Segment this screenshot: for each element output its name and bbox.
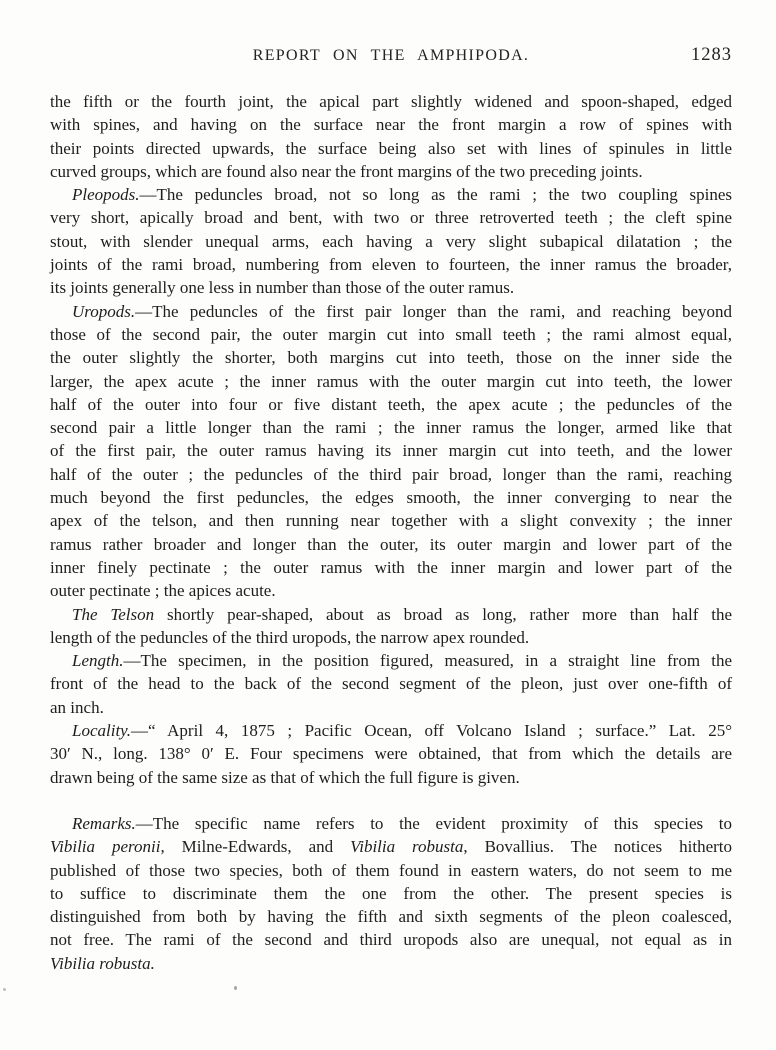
italic-text: Remarks. bbox=[72, 813, 136, 833]
italic-text: Locality. bbox=[72, 721, 132, 741]
body-text: half of the outer ; the peduncles of the third pair broad, longer than the rami, reaching bbox=[50, 464, 732, 484]
text-line bbox=[50, 672, 732, 695]
body-text: of the first pair, the outer ramus having its inner margin cut into teeth, and the lower bbox=[50, 441, 732, 461]
body-text: the outer slightly the shorter, both margins cut into teeth, those on the inner side the bbox=[50, 348, 732, 368]
body-text: distinguished from both by having the fifth and sixth segments of the pleon coalesced, bbox=[50, 907, 732, 927]
text-line bbox=[50, 137, 732, 160]
text-line bbox=[50, 603, 732, 626]
text-line bbox=[50, 649, 732, 672]
running-head bbox=[50, 47, 732, 65]
text-line bbox=[50, 323, 732, 346]
paragraph bbox=[50, 300, 732, 603]
italic-text: Pleopods. bbox=[72, 185, 140, 205]
text-line bbox=[50, 439, 732, 462]
italic-text: Vibilia robusta bbox=[350, 837, 464, 857]
body-text: length of the peduncles of the third uropods, the narrow apex rounded. bbox=[50, 627, 530, 647]
body-text: —The peduncles of the first pair longer than the rami, and reaching beyond bbox=[135, 301, 732, 321]
text-line bbox=[50, 90, 732, 113]
text-line bbox=[50, 719, 732, 742]
body-text: 30′ N., long. 138° 0′ E. Four specimens were obtained, that from which the details are bbox=[50, 744, 732, 764]
page-body bbox=[50, 90, 732, 975]
text-line bbox=[50, 113, 732, 136]
text-line bbox=[50, 835, 732, 858]
body-text: the fifth or the fourth joint, the apical part slightly widened and spoon-shaped, edged bbox=[50, 92, 732, 111]
body-text: much beyond the first peduncles, the edges smooth, the inner converging to near the bbox=[50, 488, 732, 508]
paragraph bbox=[50, 812, 732, 975]
body-text: its joints generally one less in number than those of the outer ramus. bbox=[50, 278, 515, 298]
paragraph bbox=[50, 603, 732, 650]
body-text: front of the head to the back of the second segment of the pleon, just over one-fifth of bbox=[50, 674, 732, 694]
text-line bbox=[50, 696, 732, 719]
text-line bbox=[50, 556, 732, 579]
text-line bbox=[50, 812, 732, 835]
text-line bbox=[50, 533, 732, 556]
text-line bbox=[50, 905, 732, 928]
text-line bbox=[50, 859, 732, 882]
body-text: outer pectinate ; the apices acute. bbox=[50, 581, 276, 601]
body-text: curved groups, which are found also near the front margins of the two preceding joints. bbox=[50, 161, 643, 181]
page-number: 1283 bbox=[691, 45, 732, 65]
text-line bbox=[50, 742, 732, 765]
body-text: published of those two species, both of them found in eastern waters, do not seem to me bbox=[50, 860, 732, 880]
text-line bbox=[50, 626, 732, 649]
body-text: to suffice to discriminate them the one from the other. The present species is bbox=[50, 883, 732, 903]
italic-text: The Telson bbox=[72, 604, 155, 624]
body-text: very short, apically broad and bent, with two or three retroverted teeth ; the cleft spine bbox=[50, 208, 732, 228]
text-line bbox=[50, 160, 732, 183]
body-text: stout, with slender unequal arms, each having a very slight subapical dilatation ; the bbox=[50, 231, 732, 251]
body-text: —The peduncles broad, not so long as the rami ; the two coupling spines bbox=[139, 185, 732, 205]
text-line bbox=[50, 183, 732, 206]
text-line bbox=[50, 463, 732, 486]
text-line bbox=[50, 300, 732, 323]
scan-speck bbox=[3, 988, 6, 991]
body-text: their points directed upwards, the surface being also set with lines of spinules in little bbox=[50, 138, 732, 158]
text-line bbox=[50, 486, 732, 509]
text-line bbox=[50, 416, 732, 439]
body-text: ramus rather broader and longer than the outer, its outer margin and lower part of the bbox=[50, 534, 732, 554]
text-line bbox=[50, 766, 732, 789]
text-line bbox=[50, 928, 732, 951]
body-text: —The specific name refers to the evident proximity of this species to bbox=[135, 813, 732, 833]
body-text: , Milne-Edwards, and bbox=[160, 837, 351, 857]
body-text: shortly pear-shaped, about as broad as long, rather more than half the bbox=[154, 604, 732, 624]
text-line bbox=[50, 346, 732, 369]
body-text: joints of the rami broad, numbering from eleven to fourteen, the inner ramus the broader, bbox=[50, 255, 732, 275]
text-line bbox=[50, 206, 732, 229]
italic-text: Vibilia peronii bbox=[50, 837, 161, 857]
paragraph bbox=[50, 649, 732, 719]
page-title: REPORT ON THE AMPHIPODA. bbox=[252, 47, 530, 64]
body-text: those of the second pair, the outer margin cut into small teeth ; the rami almost equal, bbox=[50, 324, 732, 344]
body-text: with spines, and having on the surface near the front margin a row of spines with bbox=[50, 115, 732, 135]
text-line bbox=[50, 370, 732, 393]
body-text: inner finely pectinate ; the outer ramus with the inner margin and lower part of the bbox=[50, 557, 732, 577]
text-line bbox=[50, 393, 732, 416]
body-text: half of the outer into four or five distant teeth, the apex acute ; the peduncles of the bbox=[50, 394, 732, 414]
body-text: second pair a little longer than the rami ; the inner ramus the longer, armed like that bbox=[50, 418, 732, 438]
body-text: larger, the apex acute ; the inner ramus with the outer margin cut into teeth, the lower bbox=[50, 371, 732, 391]
body-text: —“ April 4, 1875 ; Pacific Ocean, off Volcano Island ; surface.” Lat. 25° bbox=[131, 721, 732, 741]
text-line bbox=[50, 579, 732, 602]
paragraph bbox=[50, 183, 732, 299]
text-line bbox=[50, 882, 732, 905]
body-text: —The specimen, in the position figured, measured, in a straight line from the bbox=[123, 651, 732, 671]
text-line bbox=[50, 952, 732, 975]
italic-text: Uropods. bbox=[72, 301, 136, 321]
body-text: , Bovallius. The notices hitherto bbox=[463, 837, 732, 857]
body-text: an inch. bbox=[50, 697, 104, 717]
paragraph bbox=[50, 90, 732, 183]
text-line bbox=[50, 253, 732, 276]
body-text: drawn being of the same size as that of which the full figure is given. bbox=[50, 767, 520, 787]
scan-speck bbox=[234, 986, 237, 990]
paragraph bbox=[50, 719, 732, 789]
body-text: not free. The rami of the second and third uropods also are unequal, not equal as in bbox=[50, 930, 732, 950]
body-text: apex of the telson, and then running near together with a slight convexity ; the inner bbox=[50, 511, 732, 531]
text-line bbox=[50, 276, 732, 299]
italic-text: Vibilia robusta. bbox=[50, 953, 155, 973]
text-line bbox=[50, 509, 732, 532]
italic-text: Length. bbox=[72, 651, 124, 671]
text-line bbox=[50, 230, 732, 253]
